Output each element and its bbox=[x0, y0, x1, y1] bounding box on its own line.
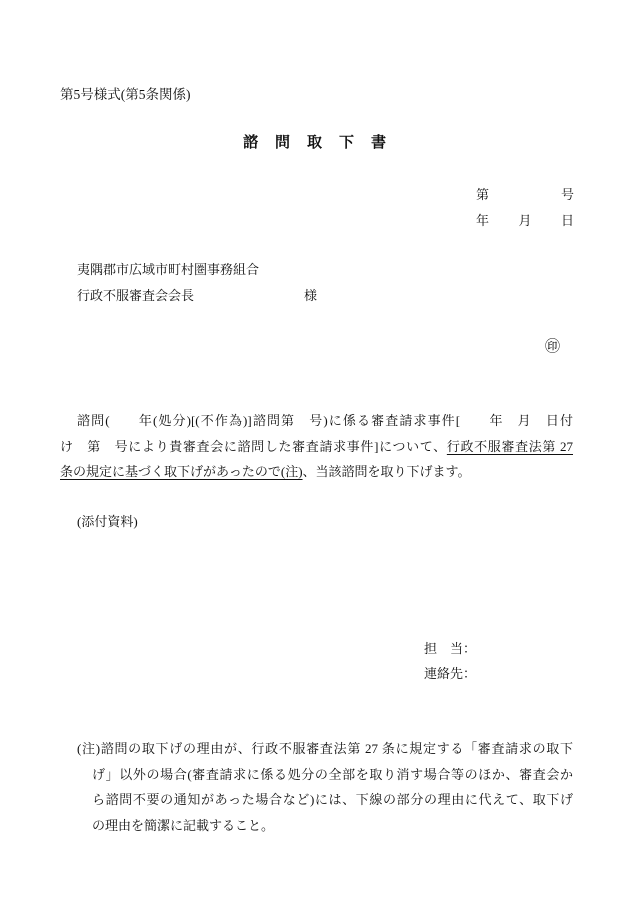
date-day: 日 bbox=[560, 213, 574, 228]
form-number-label: 第5号様式(第5条関係) bbox=[60, 87, 191, 102]
date-year: 年 bbox=[476, 213, 490, 228]
reference-number bbox=[476, 187, 574, 203]
person-in-charge-label: 担 当： bbox=[424, 641, 477, 656]
date-month: 月 bbox=[518, 213, 532, 228]
addressee-organization: 夷隅郡市広域市町村圏事務組合 bbox=[77, 262, 260, 277]
body-line-3-text: 、当該諮問を取り下げます。 bbox=[302, 464, 471, 479]
note-line-4: の理由を簡潔に記載すること。 bbox=[92, 818, 275, 833]
note-line-3: ら諮問不要の通知があった場合など)には、下線の部分の理由に代えて、取下げ bbox=[92, 792, 573, 807]
underlined-reason-text: 行政不服審査法第 27 bbox=[446, 439, 573, 454]
body-line-3 bbox=[60, 464, 471, 480]
reference-date bbox=[476, 213, 574, 229]
body-line-2-text: け 第 号により貴審査会に諮問した審査請求事件]について、 bbox=[60, 439, 447, 454]
reference-number-suffix: 号 bbox=[560, 187, 574, 202]
body-line-1: 諮問( 年(処分)[(不作為)]諮問第 号)に係る審査請求事件[ 年 月 日付 bbox=[77, 413, 573, 428]
body-line-2 bbox=[60, 439, 573, 455]
underlined-reason-text-continued: 条の規定に基づく取下げがあったので(注) bbox=[60, 464, 303, 479]
contact-label: 連絡先： bbox=[424, 666, 477, 681]
seal-mark: ㊞ bbox=[545, 339, 561, 355]
note-line-2: げ」以外の場合(審査請求に係る処分の全部を取り消す場合等のほか、審査会か bbox=[92, 767, 573, 782]
document-title: 諮 問 取 下 書 bbox=[242, 135, 387, 151]
addressee-honorific: 様 bbox=[304, 288, 318, 303]
addressee-position: 行政不服審査会会長 bbox=[77, 288, 195, 303]
attachments-label: (添付資料) bbox=[77, 514, 138, 529]
note-line-1: (注)諮問の取下げの理由が、行政不服審査法第 27 条に規定する「審査請求の取下 bbox=[77, 741, 573, 756]
reference-number-prefix: 第 bbox=[476, 187, 490, 202]
